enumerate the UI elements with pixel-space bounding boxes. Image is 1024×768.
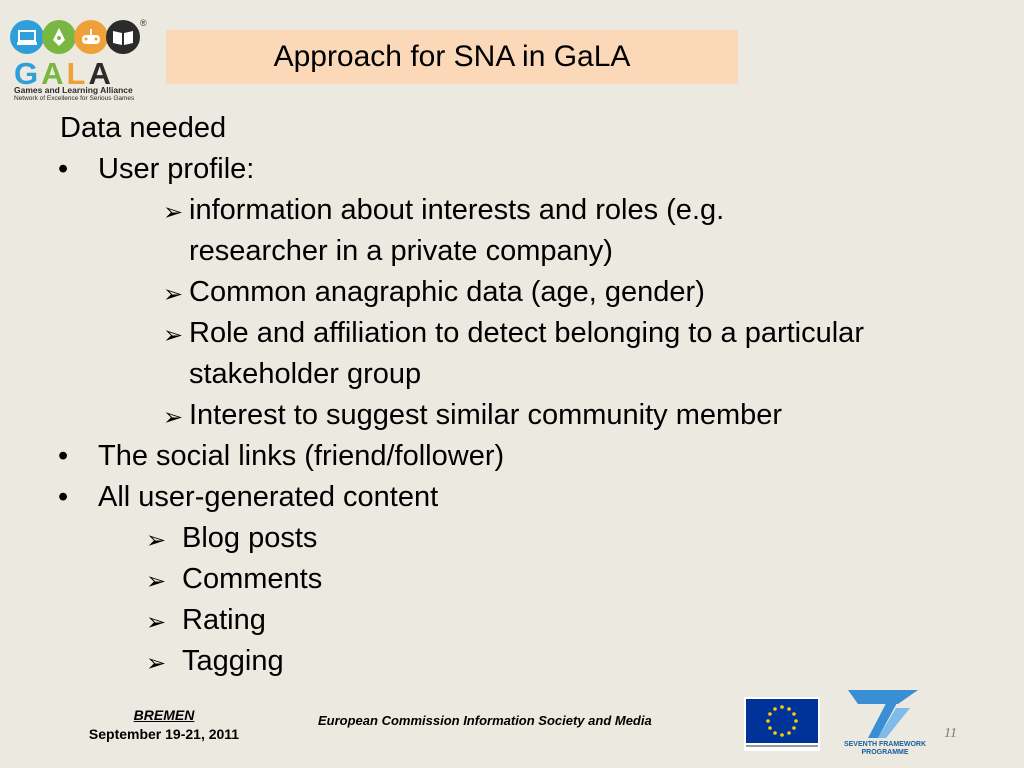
slide-body: Data needed • User profile: ➢ information about interests and roles (e.g. researcher in a private company) ➢ Common anagraphic data (age, gender) ➢ Role and affiliation to detect belonging to a particular stakeholder group ➢ Interest to suggest similar community member • The social links (friend/follower) • All user-generated content ➢ Blog posts ➢ Comments ➢ Rating ➢ Tagging xyxy=(58,112,864,677)
eu-flag-icon xyxy=(744,697,820,751)
fp7-label: SEVENTH FRAMEWORK xyxy=(843,741,927,748)
arrow-bullet-icon: ➢ xyxy=(163,280,184,308)
arrow-bullet-icon: ➢ xyxy=(163,198,184,226)
logo-subtagline: Network of Excellence for Serious Games xyxy=(14,95,135,102)
arrow-bullet-icon: ➢ xyxy=(163,321,184,349)
event-info xyxy=(52,706,276,744)
arrow-bullet-icon: ➢ xyxy=(146,608,167,636)
fp7-label: PROGRAMME xyxy=(861,749,909,756)
arrow-bullet-icon: ➢ xyxy=(146,567,167,595)
event-dates: September 19-21, 2011 xyxy=(88,725,240,742)
list-item-continuation: researcher in a private company) xyxy=(189,235,613,267)
registered-mark: ® xyxy=(140,18,147,28)
arrow-bullet-icon: ➢ xyxy=(163,403,184,431)
logo-tagline: Games and Learning Alliance xyxy=(14,85,133,95)
arrow-bullet-icon: ➢ xyxy=(146,526,167,554)
commission-credit: European Commission Information Society and Media xyxy=(318,713,652,728)
slide-title: Approach for SNA in GaLA xyxy=(273,40,631,73)
logo-wordmark: GALA xyxy=(14,56,114,91)
list-item-continuation: stakeholder group xyxy=(189,358,422,390)
arrow-bullet-icon: ➢ xyxy=(146,649,167,677)
section-heading: Data needed xyxy=(60,112,227,144)
event-city: BREMEN xyxy=(133,707,195,723)
fp7-logo xyxy=(838,686,932,756)
page-number: 11 xyxy=(944,726,957,741)
